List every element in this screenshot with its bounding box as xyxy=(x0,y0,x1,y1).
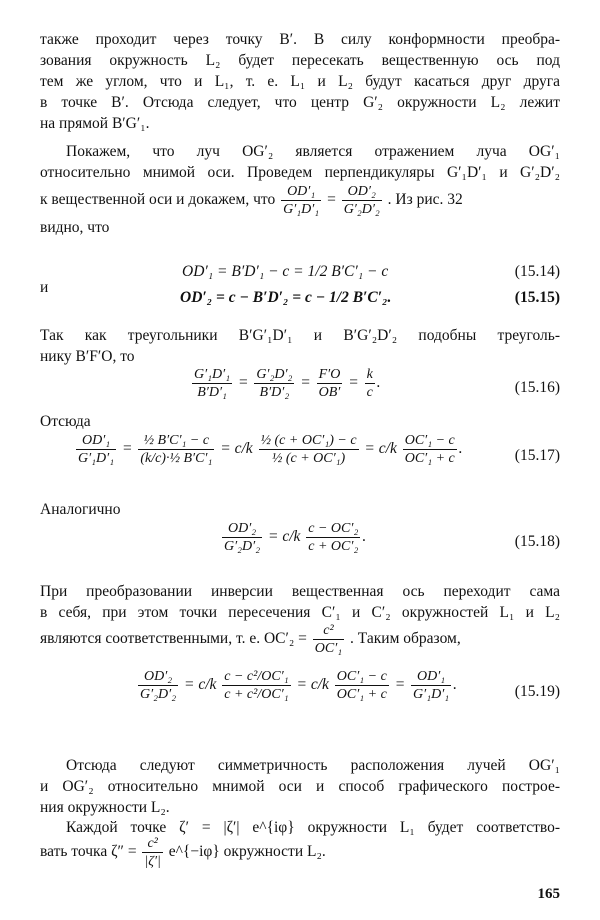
text-line: ния окружности L₂. xyxy=(40,799,170,816)
text-fragment: являются соответственными, т. е. OC′₂ = xyxy=(40,630,307,647)
text-line-with-fraction xyxy=(40,832,560,872)
equation-number: (15.15) xyxy=(514,289,560,306)
equation-15-18 xyxy=(40,520,560,566)
equation-number: (15.16) xyxy=(514,379,560,396)
text-fragment: . Из рис. 32 xyxy=(387,191,463,208)
equation-15-19 xyxy=(40,664,560,728)
fraction-numerator: OD′₂ xyxy=(342,183,382,201)
text-fragment: вать точка ζ″ = xyxy=(40,843,137,860)
fraction-denominator: G′₁D′₁ xyxy=(283,201,320,217)
text-line: тем же углом, что и L₁, т. е. L₁ и L₂ будут касаться друг друга xyxy=(40,73,560,90)
text-fragment: . Таким образом, xyxy=(350,630,461,647)
fraction-numerator: c² xyxy=(313,622,344,640)
fraction-numerator: OD′₁ xyxy=(281,183,321,201)
fraction xyxy=(342,183,382,218)
text-line: в себя, при этом точки пересечения C′₁ и C′₂ окружностей L₁ и L₂ xyxy=(40,604,560,621)
equation-15-16 xyxy=(40,366,560,412)
text-line-with-fraction xyxy=(40,619,560,659)
equation-15-17 xyxy=(40,432,560,484)
page-number: 165 xyxy=(537,886,560,902)
text-fragment: e^{−iφ} окружности L₂. xyxy=(168,843,326,860)
equation-number: (15.19) xyxy=(514,683,560,700)
text-fragment: к вещественной оси и докажем, что xyxy=(40,191,276,208)
fraction xyxy=(142,835,162,870)
fraction xyxy=(281,183,321,218)
equals-sign: = xyxy=(327,191,336,208)
text-line: При преобразовании инверсии вещественная ось переходит сама xyxy=(40,583,560,600)
fraction-denominator: G′₂D′₂ xyxy=(343,201,380,217)
text-line: зования окружность L₂ будет пересекать вещественную ось под xyxy=(40,52,560,69)
equation-body: OD′₁ = B′D′₁ − c = 1/2 B′C′₁ − c xyxy=(182,263,389,280)
equation-body: OD′₂ = c − B′D′₂ = c − 1/2 B′C′₂. xyxy=(180,289,392,306)
text-line: Так как треугольники B′G′₁D′₁ и B′G′₂D′₂ подобны треуголь- xyxy=(40,327,560,344)
text-line: на прямой B′G′₁. xyxy=(40,115,150,132)
text-line: видно, что xyxy=(40,219,110,236)
text-line: также проходит через точку B′. В силу конформности преобра- xyxy=(40,31,560,48)
equation-body: $\frac{\text{OD′₂}}{\text{G′₂D′₂}}$ = c/k $\frac{\text{c − OC′₂}}{\text{c + OC′₂}}$ . xyxy=(224,521,367,554)
fraction xyxy=(313,622,344,657)
text-line: Каждой точке ζ′ = |ζ′| e^{iφ} окружности L₁ будет соответство- xyxy=(66,819,560,836)
text-line: Аналогично xyxy=(40,501,121,518)
text-line: Отсюда xyxy=(40,413,91,430)
text-line: в точке B′. Отсюда следует, что центр G′₂ окружности L₂ лежит xyxy=(40,94,560,111)
text-line: Отсюда следуют симметричность расположения лучей OG′₁ xyxy=(66,757,560,774)
text-line: Покажем, что луч OG′₂ является отражением луча OG′₁ xyxy=(66,143,560,160)
equation-body: $\frac{\text{G′₁D′₁}}{\text{B′D′₁}}$ = $\frac{\text{G′₂D′₂}}{\text{B′D′₂}}$ = $\frac{F'O}{OB'}$ = $\frac{k}{c}$ . xyxy=(194,367,381,400)
equation-number: (15.17) xyxy=(514,447,560,464)
text-line: нику B′F′O, то xyxy=(40,348,135,365)
text-line: относительно мнимой оси. Проведем перпендикуляры G′₁D′₁ и G′₂D′₂ xyxy=(40,164,560,181)
fraction-numerator: c² xyxy=(142,835,162,853)
equation-number: (15.18) xyxy=(514,533,560,550)
text-line-with-fraction xyxy=(40,180,560,220)
fraction-denominator: |ζ′| xyxy=(144,853,161,869)
text-line: и OG′₂ относительно мнимой оси и способ графического построе- xyxy=(40,778,560,795)
equation-body: $\frac{\text{OD′₂}}{\text{G′₂D′₂}}$ = c/k $\frac{\text{c − c²/OC′₁}}{\text{c + c²/OC′₁}}$ = c/k $\frac{\text{OC′₁ − c}}{\text{OC′₁ + c}}$ = $\frac{\text{OD′₁}}{\text{G′₁D′₁}}$ . xyxy=(140,669,458,702)
equation-body: $\frac{\text{OD′₁}}{\text{G′₁D′₁}}$ = $\frac{\text{½ B′C′₁ − c}}{\text{(k/c)·½ B′C′₁}}$ = c/k $\frac{\text{½ (c + OC′₁) − c}}{\text{½ (c + OC′₁)}}$ = c/k $\frac{\text{OC′₁ − c}}{\text{OC′₁ + c}}$ . xyxy=(78,433,463,466)
fraction-denominator: OC′₁ xyxy=(314,640,343,656)
text-line: и xyxy=(40,279,49,296)
equation-number: (15.14) xyxy=(514,263,560,280)
